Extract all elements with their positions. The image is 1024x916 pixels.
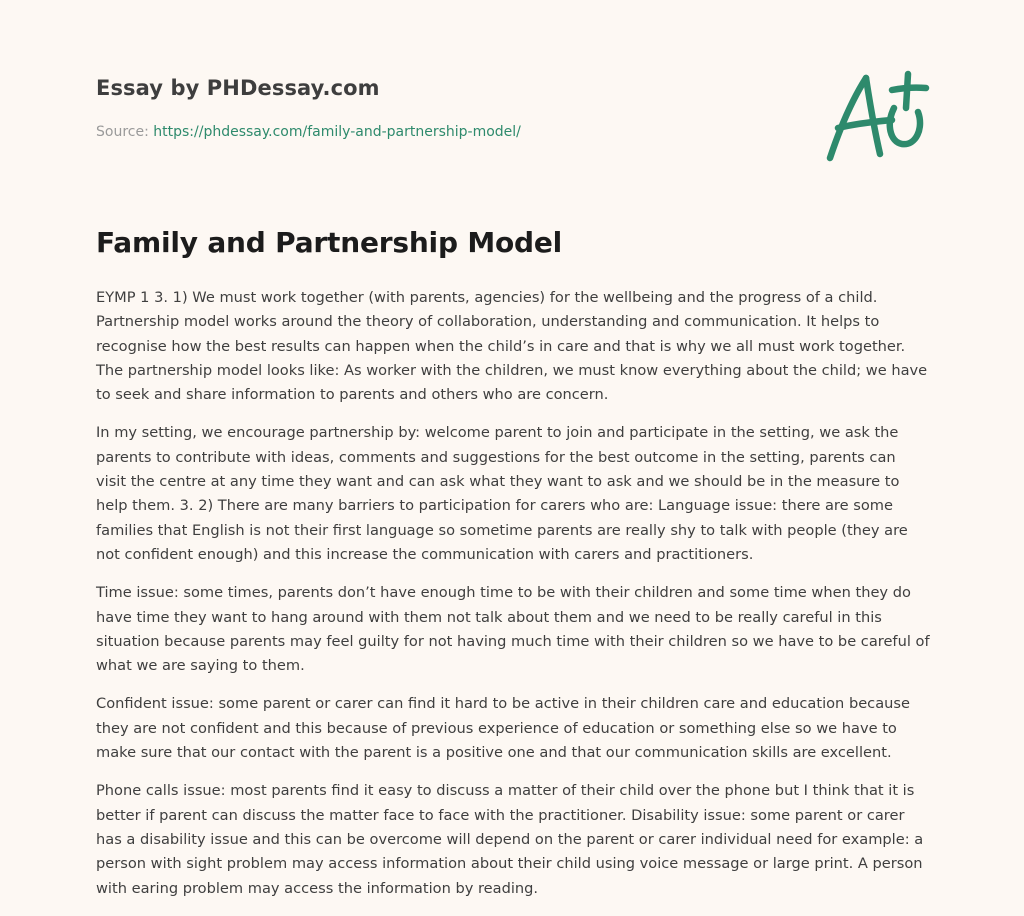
essay-title: Family and Partnership Model	[96, 226, 563, 259]
essay-paragraph: Confident issue: some parent or carer can find it hard to be active in their children care and education because they are not confident and this because of previous experience of education or something else so we have to make sure that our contact with the parent is a positive one and that our communication skills are excellent.	[96, 695, 910, 762]
source-link[interactable]: https://phdessay.com/family-and-partnership-model/	[153, 124, 521, 140]
essay-paragraph: In my setting, we encourage partnership by: welcome parent to join and participate in the setting, we ask the parents to contribute with ideas, comments and suggestions for the best outcome in the setting, parents can visit the centre at any time they want and can ask what they want to ask and we should be in the measure to help them. 3. 2) There are many barriers to participation for carers who are: Language issue: there are some families that English is not their first language so sometime parents are really shy to talk with people (they are not confident enough) and this increase the communication with carers and practitioners.	[96, 424, 908, 563]
essay-paragraph: Phone calls issue: most parents find it easy to discuss a matter of their child over the phone but I think that it is better if parent can discuss the matter face to face with the practitioner. Disability issue: some parent or carer has a disability issue and this can be overcome will depend on the parent or carer individual need for example: a person with sight problem may access information about their child using voice message or large print. A person with earing problem may access the information by reading.	[96, 782, 924, 897]
essay-paragraph: EYMP 1 3. 1) We must work together (with parents, agencies) for the wellbeing and the progress of a child. Partnership model works around the theory of collaboration, understanding and communication. It helps to recognise how the best results can happen when the child’s in care and that is why we all must work together. The partnership model looks like: As worker with the children, we must know everything about the child; we have to seek and share information to parents and others who are concern.	[96, 289, 928, 404]
source-line	[96, 124, 521, 140]
source-label: Source:	[96, 124, 149, 140]
site-title: Essay by PHDessay.com	[96, 76, 380, 100]
essay-body	[96, 286, 930, 915]
a-plus-grade-icon	[822, 66, 930, 166]
essay-paragraph: Time issue: some times, parents don’t have enough time to be with their children and some time when they do have time they want to hang around with them not talk about them and we need to be really careful in this situation because parents may feel guilty for not having much time with their children so we have to be careful of what we are saying to them.	[96, 584, 930, 675]
